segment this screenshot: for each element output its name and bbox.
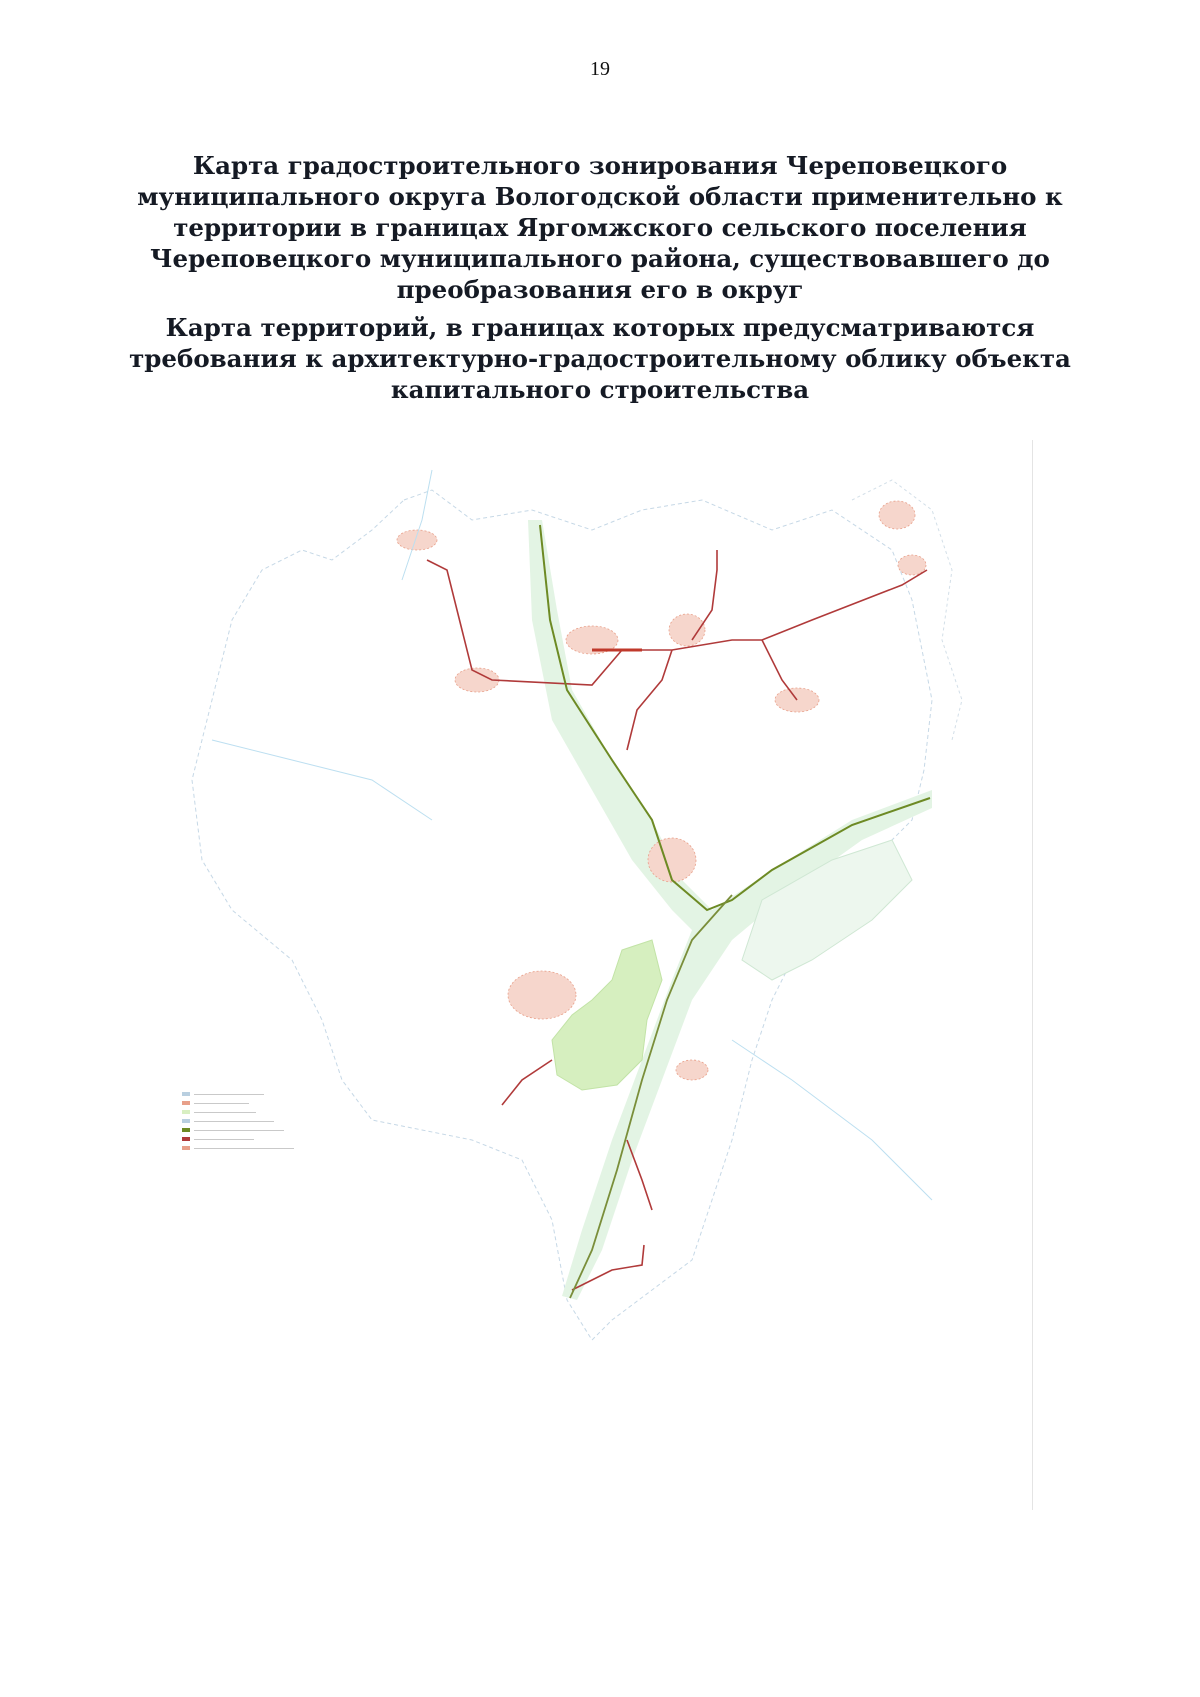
legend-row (182, 1118, 302, 1124)
road-center-south (627, 650, 672, 750)
legend-swatch (182, 1119, 190, 1123)
river-west (212, 740, 432, 820)
legend-swatch (182, 1092, 190, 1096)
settlement-north-east (879, 501, 915, 529)
settlement-south-east (676, 1060, 708, 1080)
river-south-east (732, 1040, 932, 1200)
page-number: 19 (590, 58, 610, 80)
legend-row (182, 1100, 302, 1106)
legend-row (182, 1145, 302, 1151)
legend-swatch (182, 1128, 190, 1132)
legend-swatch (182, 1146, 190, 1150)
legend-row (182, 1127, 302, 1133)
settlement-north-east-2 (898, 555, 926, 575)
river-north (402, 470, 432, 580)
map-legend (182, 1088, 302, 1154)
settlement-south-west (508, 971, 576, 1019)
legend-row (182, 1091, 302, 1097)
rivers (212, 470, 932, 1200)
map-frame-edge (1032, 440, 1033, 1510)
map-subtitle: Карта территорий, в границах которых предусматриваются требования к архитектурно-градостроительному облику объекта капитального строительства (129, 313, 1071, 404)
road-south-branch (627, 1140, 652, 1210)
map-canvas (172, 440, 1032, 1510)
legend-swatch (182, 1137, 190, 1141)
zoning-map[interactable] (172, 440, 1032, 1510)
legend-swatch (182, 1101, 190, 1105)
road-south-west (502, 1060, 552, 1105)
settlement-river (648, 838, 696, 882)
legend-row (182, 1136, 302, 1142)
settlement-north-west (397, 530, 437, 550)
settlements (397, 501, 926, 1080)
legend-swatch (182, 1110, 190, 1114)
legend-row (182, 1109, 302, 1115)
map-title: Карта градостроительного зонирования Череповецкого муниципального округа Вологодской области применительно к территории в границах Яргомжского сельского поселения Череповецкого муниципального района, существовавшего до преобразования его в округ (137, 151, 1063, 304)
